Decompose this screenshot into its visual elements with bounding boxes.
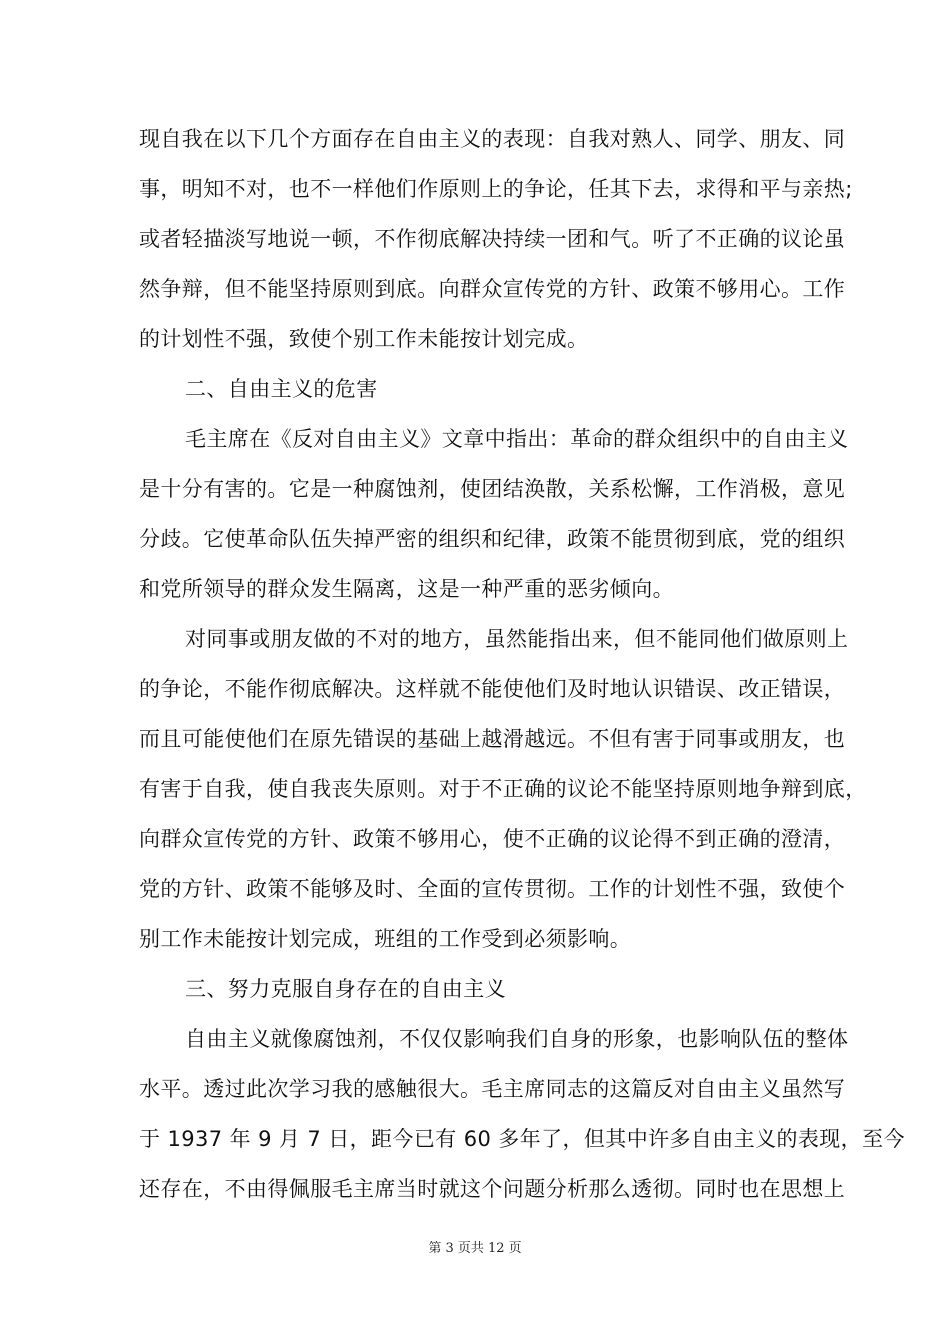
page-number: 第 3 页共 12 页 (428, 1241, 522, 1256)
text-line: 而且可能使他们在原先错误的基础上越滑越远。不但有害于同事或朋友，也 (139, 727, 846, 751)
section-heading: 三、努力克服自身存在的自由主义 (185, 977, 506, 1001)
text-line: 党的方针、政策不能够及时、全面的宣传贯彻。工作的计划性不强，致使个 (139, 877, 846, 901)
text-line: 是十分有害的。它是一种腐蚀剂，使团结涣散，关系松懈，工作消极，意见 (139, 477, 846, 501)
text-line: 或者轻描淡写地说一顿，不作彻底解决持续一团和气。听了不正确的议论虽 (139, 227, 846, 251)
text-line: 的计划性不强，致使个别工作未能按计划完成。 (139, 327, 589, 351)
text-line: 然争辩，但不能坚持原则到底。向群众宣传党的方针、政策不够用心。工作 (139, 277, 846, 301)
text-line: 别工作未能按计划完成，班组的工作受到必须影响。 (139, 927, 632, 951)
section-heading: 二、自由主义的危害 (185, 377, 378, 401)
text-line: 的争论，不能作彻底解决。这样就不能使他们及时地认识错误、改正错误， (139, 677, 846, 701)
text-line: 和党所领导的群众发生隔离，这是一种严重的恶劣倾向。 (139, 577, 674, 601)
text-line: 向群众宣传党的方针、政策不够用心，使不正确的议论得不到正确的澄清， (139, 827, 846, 851)
text-line: 分歧。它使革命队伍失掉严密的组织和纪律，政策不能贯彻到底，党的组织 (139, 527, 846, 551)
text-line: 现自我在以下几个方面存在自由主义的表现：自我对熟人、同学、朋友、同 (139, 127, 846, 151)
text-line: 自由主义就像腐蚀剂，不仅仅影响我们自身的形象，也影响队伍的整体 (185, 1027, 849, 1051)
text-line: 有害于自我，使自我丧失原则。对于不正确的议论不能坚持原则地争辩到底， (139, 777, 867, 801)
text-line: 水平。透过此次学习我的感触很大。毛主席同志的这篇反对自由主义虽然写 (139, 1077, 846, 1101)
text-line: 毛主席在《反对自由主义》文章中指出：革命的群众组织中的自由主义 (185, 427, 849, 451)
text-line: 对同事或朋友做的不对的地方，虽然能指出来，但不能同他们做原则上 (185, 627, 849, 651)
text-line: 还存在，不由得佩服毛主席当时就这个问题分析那么透彻。同时也在思想上 (139, 1177, 846, 1201)
text-line: 于 1937 年 9 月 7 日，距今已有 60 多年了，但其中许多自由主义的表现，至今 (139, 1127, 905, 1151)
text-line: 事，明知不对，也不一样他们作原则上的争论，任其下去，求得和平与亲热; (139, 177, 853, 201)
